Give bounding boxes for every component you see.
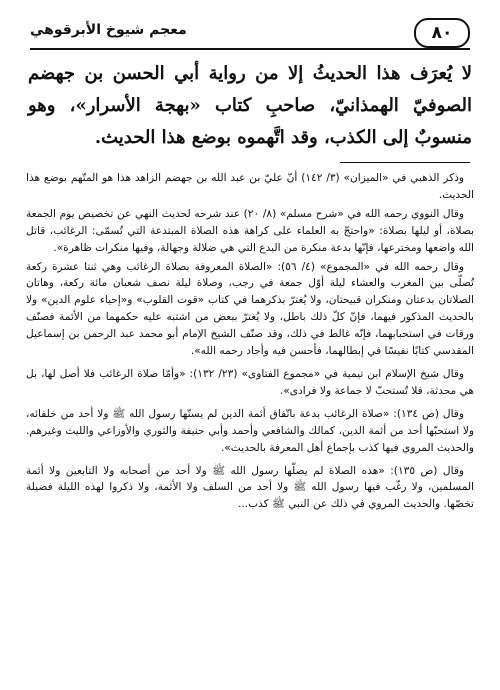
main-paragraph: لا يُعرَف هذا الحديثُ إلا من رواية أبي الحسن بن جهضم الصوفيّ الهمذانيّ، صاحبِ كتاب «بهجة الأسرار»، وهو منسوبٌ إلى الكذب، وقد اتَّهموه بوضع هذا الحديث. (28, 63, 472, 148)
page-header (30, 18, 470, 50)
footnote-paragraph: وقال النووي رحمه الله في «شرح مسلم» (٨/ ٢٠) عند شرحه لحديث النهي عن تخصيص يوم الجمعة بصلاة، أو ليلها بصلاة: «واحتجّ به العلماء على كراهة هذه الصلاة المبتدعة التي تُسمّى: الرغائب، قاتل الله واضعها ومخترعها، فإنّها بدعة منكرة من البدع التي هي ضلالة وجهالة، وفيها منكرات ظاهرة». (26, 207, 474, 254)
footnote-separator (340, 162, 470, 163)
footnote-paragraph: وقال (ص ١٣٥): «هذه الصلاة لم يصلّها رسول الله ﷺ ولا أحد من أصحابه ولا التابعين ولا أئمة المسلمين، ولا رغّب فيها رسول الله ﷺ ولا أحد من السلف ولا الأئمة، ولا ذكروا لهذه الليلة فضيلة تخصّها. والحديث المروي في ذلك عن النبي ﷺ كذب... (26, 464, 474, 511)
header-rule (30, 48, 470, 50)
footnotes (26, 170, 474, 515)
page-number: ٨٠ (414, 18, 470, 48)
footnote-paragraph: وقال رحمه الله في «المجموع» (٤/ ٥٦): «الصلاة المعروفة بصلاة الرغائب وهي ثنتا عشرة ركعة تُصلّى بين المغرب والعشاء ليلة أوّل جمعة في رجب، وصلاة ليلة نصف شعبان مائة ركعة، وهاتان الصلاتان بدعتان ومنكران قبيحتان، ولا يُغترّ بذكرهما في كتاب «قوت القلوب» و«إحياء علوم الدين» ولا بالحديث المذكور فيهما، فإنّ كلّ ذلك باطل، ولا يُغترّ ببعض من اشتبه عليه حكمهما من الأئمة فصنّف ورقات في استحبابهما، فإنّه غالط في ذلك، وقد صنّف الشيخ الإمام أبو محمد عبد الرحمن بن إسماعيل المقدسي كتابًا نفيسًا في إبطالهما، فأحسن فيه وأجاد رحمه الله». (26, 260, 474, 358)
footnote-paragraph: وقال شيخ الإسلام ابن تيمية في «مجموع الفتاوى» (٢٣/ ١٣٢): «وأمّا صلاة الرغائب فلا أصل لها، بل هي محدثة، فلا تُستحبّ لا جماعة ولا فرادى». (26, 367, 474, 397)
footnote-paragraph: وذكر الذهبي في «الميزان» (٣/ ١٤٢) أنّ عليّ بن عبد الله بن جهضم الزاهد هذا هو المتّهم بوضع هذا الحديث. (26, 172, 474, 201)
footnote-paragraph: وقال (ص ١٣٤): «صلاة الرغائب بدعة باتّفاق أئمة الدين لم يسنّها رسول الله ﷺ ولا أحد من خلفائه، ولا استحبّها أحد من أئمة الدين، كمالك والشافعي وأحمد وأبي حنيفة والثوري والأوزاعي والليث وغيرهم. والحديث المروي فيها كذب بإجماع أهل المعرفة بالحديث». (26, 407, 474, 454)
book-title: معجم شيوخ الأبرقوهي (30, 22, 187, 38)
